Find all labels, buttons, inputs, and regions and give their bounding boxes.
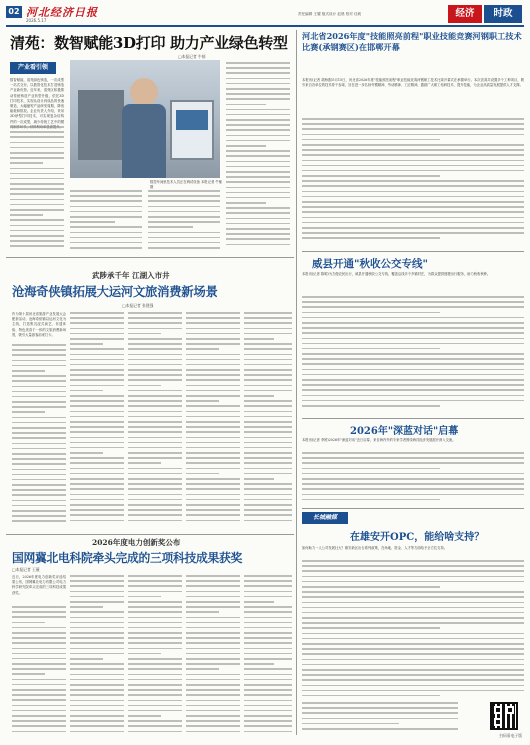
lead-photo-caption: 数控车间里技术人员正在调试设备 本报记者 牛郁摄 [150,180,222,190]
middle-headline: 沧海奇侠镇拓展大运河文旅消费新场景 [12,284,218,299]
side2-body: 本报讯(记者 李婷)2026年"深蓝对话"近日启幕，来自海内外的专家学者围绕海洋经济发展展开深入交流。 [302,438,456,442]
side1-body-filler [302,296,524,414]
section-tab-economy[interactable] [448,5,482,23]
middle-col5 [244,312,292,530]
side3-headline: 在雄安开OPC，能给啥支持？ [350,532,485,543]
section-tab-economy-label: 经济 [455,8,475,19]
middle-col2 [70,312,124,530]
side3-body-filler-2 [302,702,458,734]
middle-body: 作为第十届河北省旅游产业发展大会配套活动，沧海奇侠镇以运河文化为主线，打造集沉浸式演艺、非遗体验、特色美食于一体的文旅消费新场景，吸引大量游客前来打卡。 [12,312,66,337]
side3-body-filler [302,560,524,700]
lead-col1-filler [10,126,64,252]
right-top-body-filler [302,118,524,246]
lower-kicker: 2026年度电力创新奖公布 [92,538,181,547]
right-divider-3 [302,508,524,509]
middle-col3 [128,312,182,530]
lead-col2-text [70,190,142,252]
side2-headline: 2026年"深蓝对话"启幕 [350,426,459,437]
lead-kicker-label: 产业看引领 [17,64,48,71]
qr-label: 扫码看电子版 [499,733,522,738]
side2-body-filler [302,452,524,504]
middle-top-rule [6,257,294,258]
lower-byline: □本报记者 王薇 [12,567,40,572]
middle-col1 [12,344,66,530]
lower-col3 [128,575,182,734]
side3-kicker [302,512,348,524]
lower-body: 近日，2026年度电力创新奖评选结果公布，国网冀北电力有限公司电力科学研究院牵头完成的三项科技成果获奖。 [12,575,66,595]
section-tab-politics-label: 时政 [493,8,513,19]
lower-col2 [70,575,124,734]
middle-kicker: 武陟承千年 江湖入市井 [92,271,170,280]
masthead-rule [6,25,524,27]
right-divider-1 [302,251,524,252]
right-divider-2 [302,418,524,419]
middle-byline: □本报记者 张建强 [122,303,154,308]
lead-photo [70,60,220,178]
lower-col4 [186,575,240,734]
page-number: 02 [8,7,20,16]
lead-kicker [10,62,56,74]
lower-top-rule [6,534,294,535]
side3-body: 如何助力一人公司发展壮大？雄安新区出台系列政策，在场地、资金、人才等方面给予全方位支持。 [302,546,448,550]
page-number-badge [6,6,22,18]
lower-headline: 国网冀北电科院牵头完成的三项科技成果获奖 [12,551,242,565]
masthead-date: 2026.5.17 [26,18,47,23]
side1-headline: 威县开通"秋收公交专线" [312,258,428,270]
right-top-body: 本报讯(记者 胡海燕)5月15日，河北省2026年度"技能照亮前程"职业技能竞赛河钢职工技术比赛开幕式在承德举行。本次竞赛共设置多个工种项目，吸引来自各单位的技术骨干参赛，旨在进一步弘扬劳模精神、劳动精神、工匠精神，激励广大职工钻研技术、提升技能，为企业高质量发展提供人才支撑。 [302,78,524,88]
paper-name: 河北经济日报 [26,6,98,19]
side1-body: 本报讯(记者 陈明)为方便农民出行，威县开通秋收公交专线，覆盖沿线多个乡镇村庄，为群众提供便捷出行服务，助力秋收秋种。 [302,272,491,276]
lead-byline: □本报记者 牛郁 [178,54,206,59]
section-tab-politics[interactable] [484,5,522,23]
lead-col3-text [148,190,220,252]
lead-body-col1: 数智赋能，清苑绿色铸造，一次成型 一站式交付，以数智化技术打造铸造产业新优势。近年来，清苑区积极推动传统铸造产业转型升级，依托3D打印技术，实现从设计到成品的快速制造，大幅缩短产品研发周期，降低能耗和排放。企业负责人介绍，采用3D砂型打印技术，可实现复杂结构件的一次成型，减少传统工艺中的模 [10,78,64,124]
middle-col4 [186,312,240,530]
side3-kicker-label: 长城融媒 [312,514,337,521]
lead-headline: 清苑：数智赋能3D打印 助力产业绿色转型 [10,34,288,52]
masthead-meta: 责任编辑 王耀 版式设计 赵晨 校对 佳莉 [298,12,362,16]
qr-code-icon[interactable] [490,702,518,730]
right-top-headline: 河北省2026年度"技能照亮前程"职业技能竞赛河钢职工技术比赛(承钢赛区)在邯郸开幕 [302,31,522,52]
lead-col4-text [226,62,290,252]
lower-col1 [12,606,66,734]
column-divider-main [296,30,297,735]
lower-col5 [244,575,292,734]
